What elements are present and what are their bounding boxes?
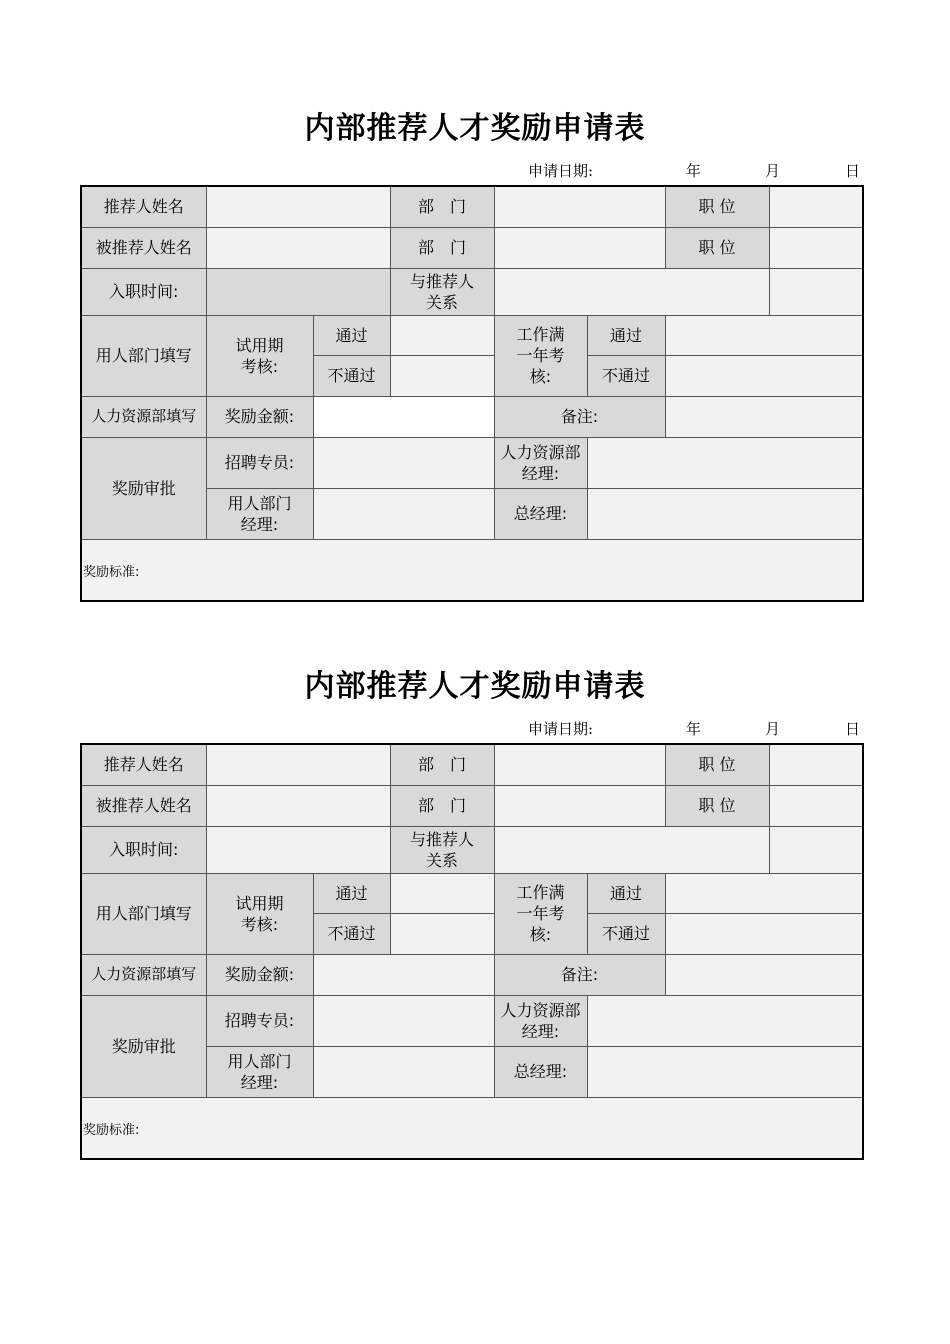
recruiter-label: 招聘专员: xyxy=(206,437,313,488)
form-title: 内部推荐人才奖励申请表 xyxy=(304,669,646,704)
hire-time-field[interactable] xyxy=(206,268,390,315)
referee-name-label: 被推荐人姓名 xyxy=(81,785,206,826)
dept-manager-field[interactable] xyxy=(313,488,494,539)
probation-fail-field[interactable] xyxy=(390,913,494,954)
one-year-label: 工作满一年考核: xyxy=(494,873,587,954)
date-day: 日 xyxy=(845,720,861,738)
relation-label: 与推荐人关系 xyxy=(390,826,494,873)
general-manager-field[interactable] xyxy=(587,488,863,539)
one-year-fail-label: 不通过 xyxy=(587,913,665,954)
date-year: 年 xyxy=(686,720,702,738)
remark-label: 备注: xyxy=(494,954,665,995)
hr-manager-field[interactable] xyxy=(587,437,863,488)
relation-label: 与推荐人关系 xyxy=(390,268,494,315)
one-year-fail-field[interactable] xyxy=(665,355,863,396)
hr-fill-label: 人力资源部填写 xyxy=(81,954,206,995)
referrer-dept-label: 部 门 xyxy=(390,744,494,785)
application-date xyxy=(0,160,950,180)
referrer-dept-field[interactable] xyxy=(494,744,665,785)
referee-dept-label: 部 门 xyxy=(390,785,494,826)
date-month: 月 xyxy=(765,162,781,180)
one-year-fail-label: 不通过 xyxy=(587,355,665,396)
referral-table xyxy=(80,743,864,1160)
general-manager-label: 总经理: xyxy=(494,488,587,539)
date-label: 申请日期: xyxy=(528,162,594,180)
probation-fail-field[interactable] xyxy=(390,355,494,396)
hr-fill-label: 人力资源部填写 xyxy=(81,396,206,437)
probation-pass-field[interactable] xyxy=(390,873,494,913)
one-year-pass-label: 通过 xyxy=(587,873,665,913)
referrer-dept-field[interactable] xyxy=(494,186,665,227)
referee-name-field[interactable] xyxy=(206,227,390,268)
referrer-position-field[interactable] xyxy=(769,186,863,227)
reward-standard[interactable]: 奖励标准: xyxy=(81,539,863,601)
referrer-position-label: 职 位 xyxy=(665,186,769,227)
reward-amount-field[interactable] xyxy=(313,396,494,437)
date-day: 日 xyxy=(845,162,861,180)
reward-approval-label: 奖励审批 xyxy=(81,437,206,539)
probation-label: 试用期考核: xyxy=(206,315,313,396)
remark-label: 备注: xyxy=(494,396,665,437)
hire-time-label: 入职时间: xyxy=(81,826,206,873)
relation-field[interactable] xyxy=(494,826,769,873)
referee-position-field[interactable] xyxy=(769,227,863,268)
hr-manager-field[interactable] xyxy=(587,995,863,1046)
referee-dept-field[interactable] xyxy=(494,785,665,826)
relation-extra-field[interactable] xyxy=(769,268,863,315)
one-year-fail-field[interactable] xyxy=(665,913,863,954)
one-year-label: 工作满一年考核: xyxy=(494,315,587,396)
hire-time-label: 入职时间: xyxy=(81,268,206,315)
general-manager-field[interactable] xyxy=(587,1046,863,1097)
application-date xyxy=(0,718,950,738)
referral-table xyxy=(80,185,864,602)
remark-field[interactable] xyxy=(665,396,863,437)
reward-amount-label: 奖励金额: xyxy=(206,954,313,995)
referral-form-2 xyxy=(0,661,950,1181)
hr-manager-label: 人力资源部经理: xyxy=(494,995,587,1046)
referrer-dept-label: 部 门 xyxy=(390,186,494,227)
reward-approval-label: 奖励审批 xyxy=(81,995,206,1097)
relation-extra-field[interactable] xyxy=(769,826,863,873)
dept-manager-field[interactable] xyxy=(313,1046,494,1097)
date-year: 年 xyxy=(686,162,702,180)
dept-manager-label: 用人部门经理: xyxy=(206,488,313,539)
referrer-name-label: 推荐人姓名 xyxy=(81,186,206,227)
referee-position-label: 职 位 xyxy=(665,227,769,268)
hire-time-field[interactable] xyxy=(206,826,390,873)
one-year-pass-field[interactable] xyxy=(665,315,863,355)
general-manager-label: 总经理: xyxy=(494,1046,587,1097)
hr-manager-label: 人力资源部经理: xyxy=(494,437,587,488)
referee-dept-field[interactable] xyxy=(494,227,665,268)
referrer-name-field[interactable] xyxy=(206,186,390,227)
date-label: 申请日期: xyxy=(528,720,594,738)
recruiter-field[interactable] xyxy=(313,437,494,488)
one-year-pass-field[interactable] xyxy=(665,873,863,913)
reward-amount-field[interactable] xyxy=(313,954,494,995)
relation-field[interactable] xyxy=(494,268,769,315)
referrer-position-label: 职 位 xyxy=(665,744,769,785)
probation-fail-label: 不通过 xyxy=(313,913,390,954)
probation-pass-label: 通过 xyxy=(313,315,390,355)
referee-position-label: 职 位 xyxy=(665,785,769,826)
referrer-name-label: 推荐人姓名 xyxy=(81,744,206,785)
recruiter-field[interactable] xyxy=(313,995,494,1046)
probation-pass-field[interactable] xyxy=(390,315,494,355)
referrer-name-field[interactable] xyxy=(206,744,390,785)
remark-field[interactable] xyxy=(665,954,863,995)
referee-position-field[interactable] xyxy=(769,785,863,826)
reward-standard[interactable]: 奖励标准: xyxy=(81,1097,863,1159)
dept-manager-label: 用人部门经理: xyxy=(206,1046,313,1097)
probation-fail-label: 不通过 xyxy=(313,355,390,396)
recruiter-label: 招聘专员: xyxy=(206,995,313,1046)
dept-fill-label: 用人部门填写 xyxy=(81,873,206,954)
referee-name-field[interactable] xyxy=(206,785,390,826)
form-title: 内部推荐人才奖励申请表 xyxy=(304,111,646,146)
referrer-position-field[interactable] xyxy=(769,744,863,785)
reward-amount-label: 奖励金额: xyxy=(206,396,313,437)
probation-pass-label: 通过 xyxy=(313,873,390,913)
referee-name-label: 被推荐人姓名 xyxy=(81,227,206,268)
referral-form-1 xyxy=(0,103,950,623)
dept-fill-label: 用人部门填写 xyxy=(81,315,206,396)
probation-label: 试用期考核: xyxy=(206,873,313,954)
referee-dept-label: 部 门 xyxy=(390,227,494,268)
one-year-pass-label: 通过 xyxy=(587,315,665,355)
date-month: 月 xyxy=(765,720,781,738)
